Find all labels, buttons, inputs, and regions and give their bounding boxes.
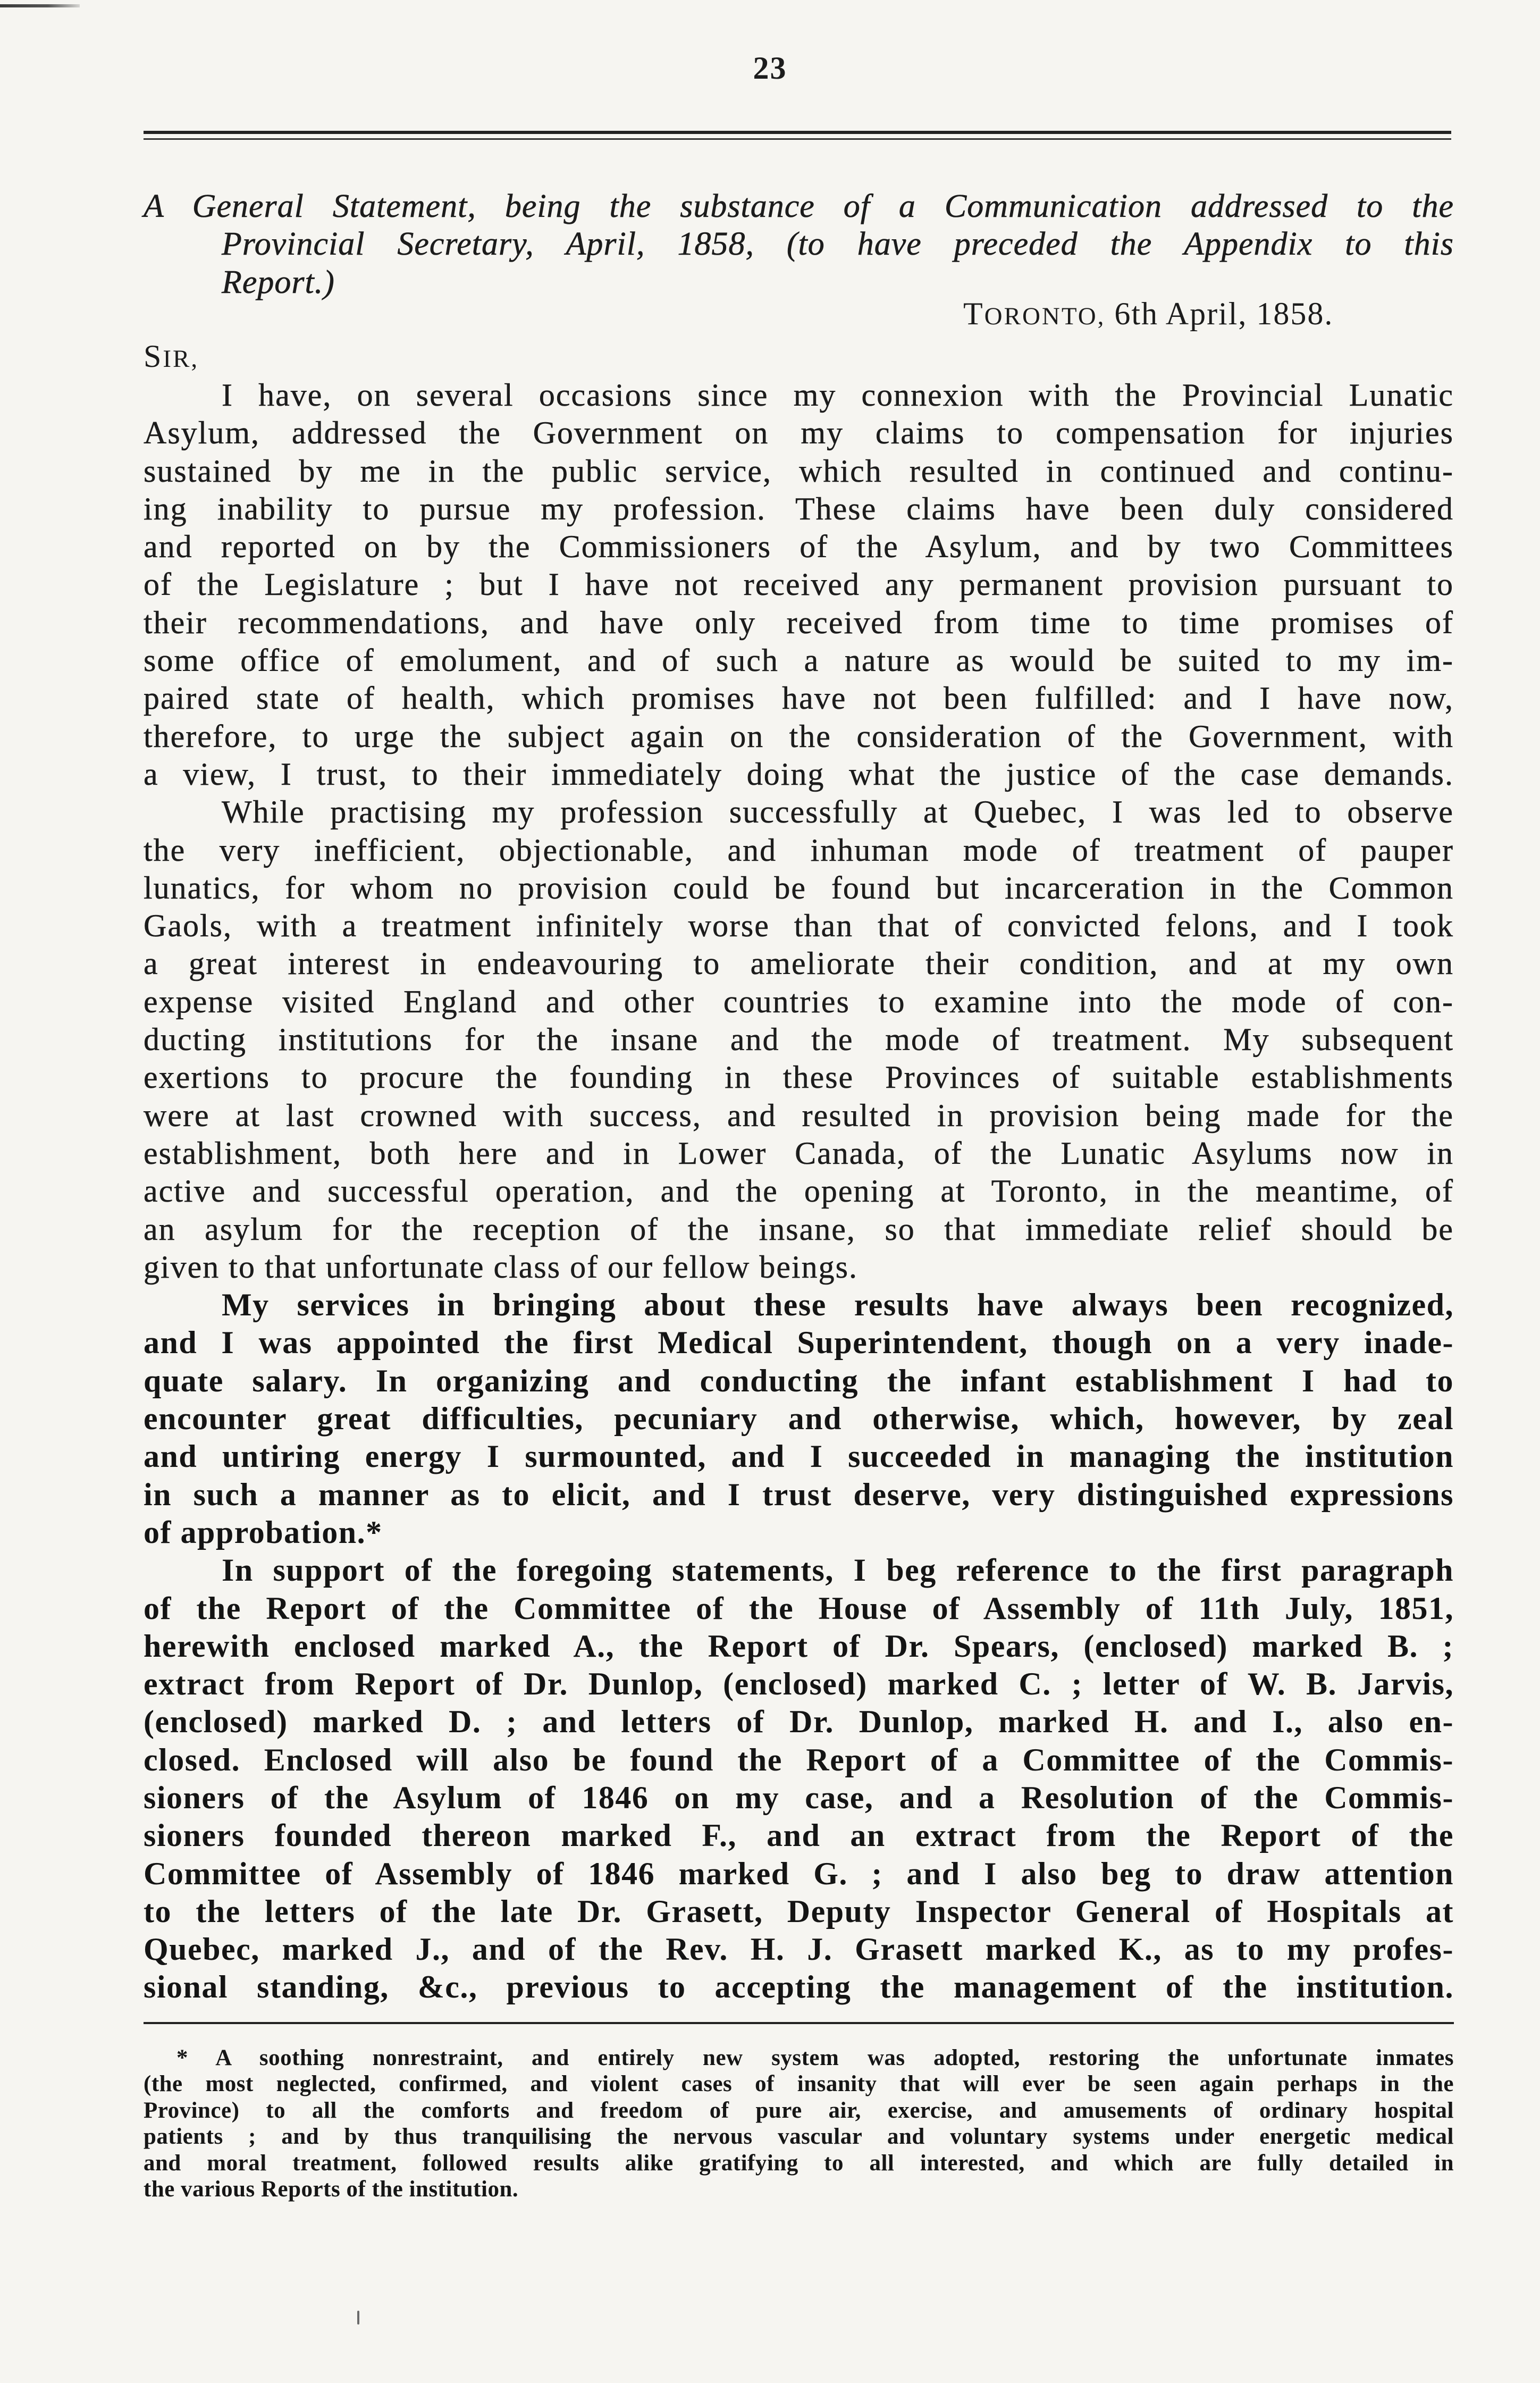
text-line: herewith enclosed marked A., the Report of Dr. Spears, (enclosed) marked B. ; — [144, 1628, 1454, 1664]
text-line: and I was appointed the first Medical Superintendent, though on a very inade- — [144, 1325, 1454, 1361]
text-line: Quebec, marked J., and of the Rev. H. J. Grasett marked K., as to my profes- — [144, 1932, 1454, 1967]
text-line: sioners of the Asylum of 1846 on my case, and a Resolution of the Commis- — [144, 1780, 1454, 1815]
paragraph-4 — [144, 1551, 1454, 2007]
header-double-rule — [144, 131, 1451, 140]
text-line: given to that unfortunate class of our fellow beings. — [144, 1249, 859, 1285]
dateline-date: 6th April, 1858. — [1114, 296, 1334, 331]
text-line: in such a manner as to elicit, and I trust deserve, very distinguished expressions — [144, 1476, 1454, 1512]
text-line: I have, on several occasions since my connexion with the Provincial Lunatic — [222, 377, 1454, 413]
text-line: sustained by me in the public service, which resulted in continued and continu- — [144, 453, 1454, 489]
footnote-line: and moral treatment, followed results alike gratifying to all interested, and which are fully detailed in — [144, 2150, 1454, 2176]
text-line: extract from Report of Dr. Dunlop, (enclosed) marked C. ; letter of W. B. Jarvis, — [144, 1666, 1454, 1702]
text-line: (enclosed) marked D. ; and letters of Dr. Dunlop, marked H. and I., also en- — [144, 1704, 1454, 1740]
footnote-line: * A soothing nonrestraint, and entirely new system was adopted, restoring the unfortunate inmates — [176, 2045, 1454, 2070]
text-line: sioners founded thereon marked F., and an extract from the Report of the — [144, 1818, 1454, 1853]
text-line: Asylum, addressed the Government on my claims to compensation for injuries — [144, 415, 1454, 451]
text-line: their recommendations, and have only received from time to time promises of — [144, 605, 1454, 640]
text-line: establishment, both here and in Lower Canada, of the Lunatic Asylums now in — [144, 1135, 1454, 1171]
footnote-line: Province) to all the comforts and freedom of pure air, exercise, and amusements of ordinary hospital — [144, 2097, 1454, 2123]
text-line: Gaols, with a treatment infinitely worse than that of convicted felons, and I took — [144, 908, 1454, 944]
text-line: In support of the foregoing statements, I beg reference to the first paragraph — [222, 1553, 1454, 1588]
text-line: to the letters of the late Dr. Grasett, Deputy Inspector General of Hospitals at — [144, 1893, 1454, 1929]
footnote-line: the various Reports of the institution. — [144, 2176, 519, 2202]
footnote — [144, 2045, 1454, 2202]
scan-mark — [0, 4, 80, 7]
text-line: of the Legislature ; but I have not received any permanent provision pursuant to — [144, 567, 1454, 602]
text-line: and reported on by the Commissioners of the Asylum, and by two Committees — [144, 529, 1454, 565]
text-line: ing inability to pursue my profession. These claims have been duly considered — [144, 491, 1454, 526]
page-number: 23 — [753, 51, 787, 86]
dateline-place: TORONTO, — [963, 296, 1106, 331]
document-title — [144, 188, 1454, 301]
title-line: Report.) — [222, 264, 335, 300]
title-line: Provincial Secretary, April, 1858, (to have preceded the Appendix to this — [222, 226, 1454, 263]
text-line: While practising my profession successfully at Quebec, I was led to observe — [222, 794, 1454, 830]
text-line: a view, I trust, to their immediately doing what the justice of the case demands. — [144, 756, 1454, 792]
text-line: Committee of Assembly of 1846 marked G. ; and I also beg to draw attention — [144, 1856, 1454, 1891]
text-line: of the Report of the Committee of the House of Assembly of 11th July, 1851, — [144, 1590, 1454, 1626]
paragraph-1 — [144, 376, 1454, 793]
text-line: therefore, to urge the subject again on the consideration of the Government, with — [144, 718, 1454, 754]
text-line: active and successful operation, and the opening at Toronto, in the meantime, of — [144, 1173, 1454, 1209]
text-line: quate salary. In organizing and conducting the infant establishment I had to — [144, 1363, 1454, 1398]
text-line: closed. Enclosed will also be found the Report of a Committee of the Commis- — [144, 1742, 1454, 1777]
text-line: exertions to procure the founding in these Provinces of suitable establishments — [144, 1060, 1454, 1095]
footnote-rule — [144, 2022, 1454, 2024]
dateline — [963, 295, 1333, 335]
text-line: ducting institutions for the insane and the mode of treatment. My subsequent — [144, 1022, 1454, 1058]
paragraph-3 — [144, 1286, 1454, 1551]
text-line: lunatics, for whom no provision could be found but incarceration in the Common — [144, 870, 1454, 905]
text-line: a great interest in endeavouring to ameliorate their condition, and at my own — [144, 946, 1454, 981]
salutation: SIR, — [144, 339, 199, 374]
text-line: expense visited England and other countries to examine into the mode of con- — [144, 984, 1454, 1019]
footnote-line: patients ; and by thus tranquilising the nervous vascular and voluntary systems under energetic medical — [144, 2124, 1454, 2150]
footnote-line: (the most neglected, confirmed, and violent cases of insanity that will ever be seen again perhaps in the — [144, 2071, 1454, 2097]
text-line: encounter great difficulties, pecuniary and otherwise, which, however, by zeal — [144, 1401, 1454, 1437]
scan-speck — [357, 2311, 359, 2325]
text-line: some office of emolument, and of such a nature as would be suited to my im- — [144, 643, 1454, 678]
text-line: My services in bringing about these results have always been recognized, — [222, 1287, 1454, 1323]
letter-body — [144, 376, 1454, 2007]
text-line: an asylum for the reception of the insane, so that immediate relief should be — [144, 1211, 1454, 1247]
paragraph-2 — [144, 793, 1454, 1286]
text-line: were at last crowned with success, and resulted in provision being made for the — [144, 1097, 1454, 1133]
text-line: and untiring energy I surmounted, and I succeeded in managing the institution — [144, 1439, 1454, 1474]
text-line: sional standing, &c., previous to accepting the management of the institution. — [144, 1969, 1454, 2005]
text-line: paired state of health, which promises have not been fulfilled: and I have now, — [144, 681, 1454, 716]
text-line: the very inefficient, objectionable, and inhuman mode of treatment of pauper — [144, 832, 1454, 868]
title-line: A General Statement, being the substance of a Communication addressed to the — [144, 188, 1454, 224]
text-line: of approbation.* — [144, 1514, 383, 1550]
